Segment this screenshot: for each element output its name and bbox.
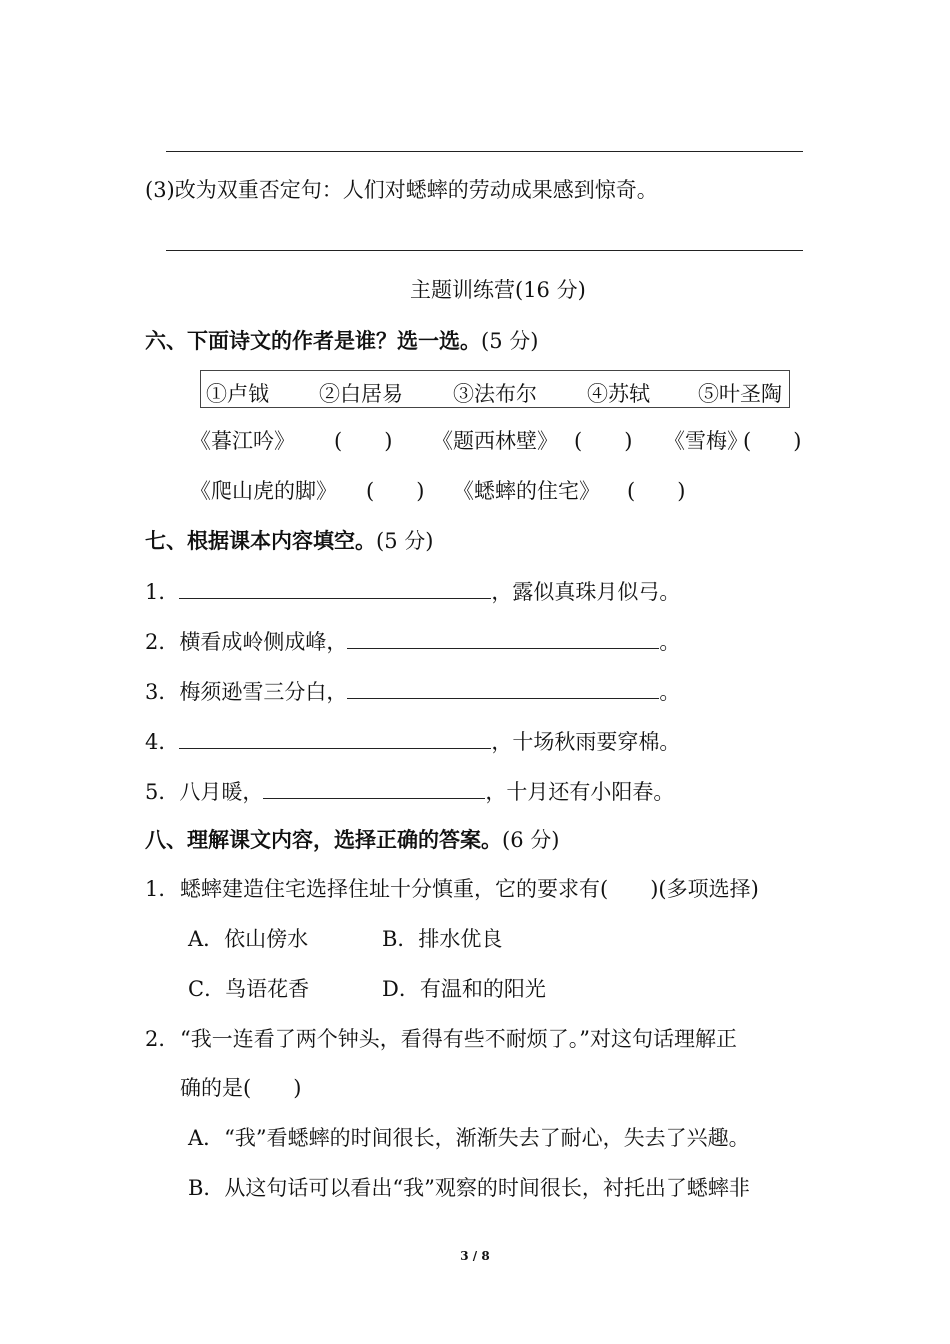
work-2-paren[interactable]: ( ) <box>574 429 633 453</box>
fill-item-3-num: 3． <box>145 680 180 704</box>
fill-blank-1[interactable] <box>179 578 491 599</box>
q1-option-a[interactable]: A．依山傍水 <box>188 927 309 951</box>
fill-item-3-pre: 梅须逊雪三分白， <box>179 680 348 704</box>
fill-item-2-pre: 横看成岭侧成峰， <box>179 630 348 654</box>
work-4-paren[interactable]: ( ) <box>366 479 425 503</box>
fill-item-2 <box>145 628 680 655</box>
fill-item-1-num: 1． <box>145 580 180 604</box>
answer-line-1[interactable] <box>166 151 803 152</box>
fill-item-3-post: 。 <box>659 680 681 704</box>
fill-item-4-post: ，十场秋雨要穿棉。 <box>491 730 681 754</box>
question-1-num: 1． <box>145 877 180 901</box>
question-3-text: (3)改为双重否定句：人们对蟋蟀的劳动成果感到惊奇。 <box>145 178 658 202</box>
fill-item-5 <box>145 778 674 805</box>
author-option-5: ⑤叶圣陶 <box>698 382 782 406</box>
fill-blank-2[interactable] <box>347 628 659 649</box>
fill-item-1-post: ，露似真珠月似弓。 <box>491 580 681 604</box>
work-4: 《爬山虎的脚》 <box>190 479 337 503</box>
fill-blank-3[interactable] <box>347 678 659 699</box>
section-eight-score: (6 分) <box>502 828 560 852</box>
section-title: 主题训练营(16 分) <box>410 278 586 302</box>
question-2-line-2: 确的是( ) <box>180 1076 302 1100</box>
question-2-num: 2． <box>145 1027 180 1051</box>
answer-line-2[interactable] <box>166 250 803 251</box>
section-eight-heading <box>145 827 559 853</box>
section-seven-score: (5 分) <box>376 529 434 553</box>
section-six-heading <box>145 328 538 354</box>
fill-item-3 <box>145 678 680 705</box>
author-option-2: ②白居易 <box>319 382 403 406</box>
work-5: 《蟋蟀的住宅》 <box>453 479 600 503</box>
author-option-1: ①卢钺 <box>206 382 269 406</box>
q1-option-b[interactable]: B．排水优良 <box>382 927 503 951</box>
page-number: 3 / 8 <box>460 1249 490 1263</box>
section-seven-heading <box>145 528 433 554</box>
fill-item-5-post: ，十月还有小阳春。 <box>485 780 675 804</box>
author-options-box <box>200 370 790 408</box>
work-2: 《题西林壁》 <box>432 429 558 453</box>
author-option-3: ③法布尔 <box>453 382 537 406</box>
q1-option-c[interactable]: C．鸟语花香 <box>188 977 310 1001</box>
q2-option-b[interactable]: B．从这句话可以看出“我”观察的时间很长，衬托出了蟋蟀非 <box>188 1176 750 1200</box>
work-1: 《暮江吟》 <box>190 429 295 453</box>
fill-item-5-pre: 八月暖， <box>179 780 264 804</box>
fill-blank-5[interactable] <box>263 778 485 799</box>
fill-item-1 <box>145 578 680 605</box>
section-six-score: (5 分) <box>481 329 539 353</box>
work-1-paren[interactable]: ( ) <box>334 429 393 453</box>
section-seven-title: 七、根据课本内容填空。 <box>145 528 376 553</box>
author-option-4: ④苏轼 <box>587 382 650 406</box>
fill-item-2-num: 2． <box>145 630 180 654</box>
work-3-paren[interactable]: ( ) <box>743 429 802 453</box>
section-eight-title: 八、理解课文内容，选择正确的答案。 <box>145 827 502 852</box>
fill-item-2-post: 。 <box>659 630 681 654</box>
fill-blank-4[interactable] <box>179 728 491 749</box>
q1-option-d[interactable]: D．有温和的阳光 <box>382 977 546 1001</box>
fill-item-4-num: 4． <box>145 730 180 754</box>
question-2-line-1: “我一连看了两个钟头，看得有些不耐烦了。”对这句话理解正 <box>180 1027 737 1051</box>
fill-item-5-num: 5． <box>145 780 180 804</box>
section-six-title: 六、下面诗文的作者是谁？选一选。 <box>145 328 481 353</box>
work-3: 《雪梅》 <box>664 429 748 453</box>
fill-item-4 <box>145 728 680 755</box>
work-5-paren[interactable]: ( ) <box>627 479 686 503</box>
question-1-text: 蟋蟀建造住宅选择住址十分慎重，它的要求有( )(多项选择) <box>180 877 759 901</box>
q2-option-a[interactable]: A．“我”看蟋蟀的时间很长，渐渐失去了耐心，失去了兴趣。 <box>188 1126 750 1150</box>
